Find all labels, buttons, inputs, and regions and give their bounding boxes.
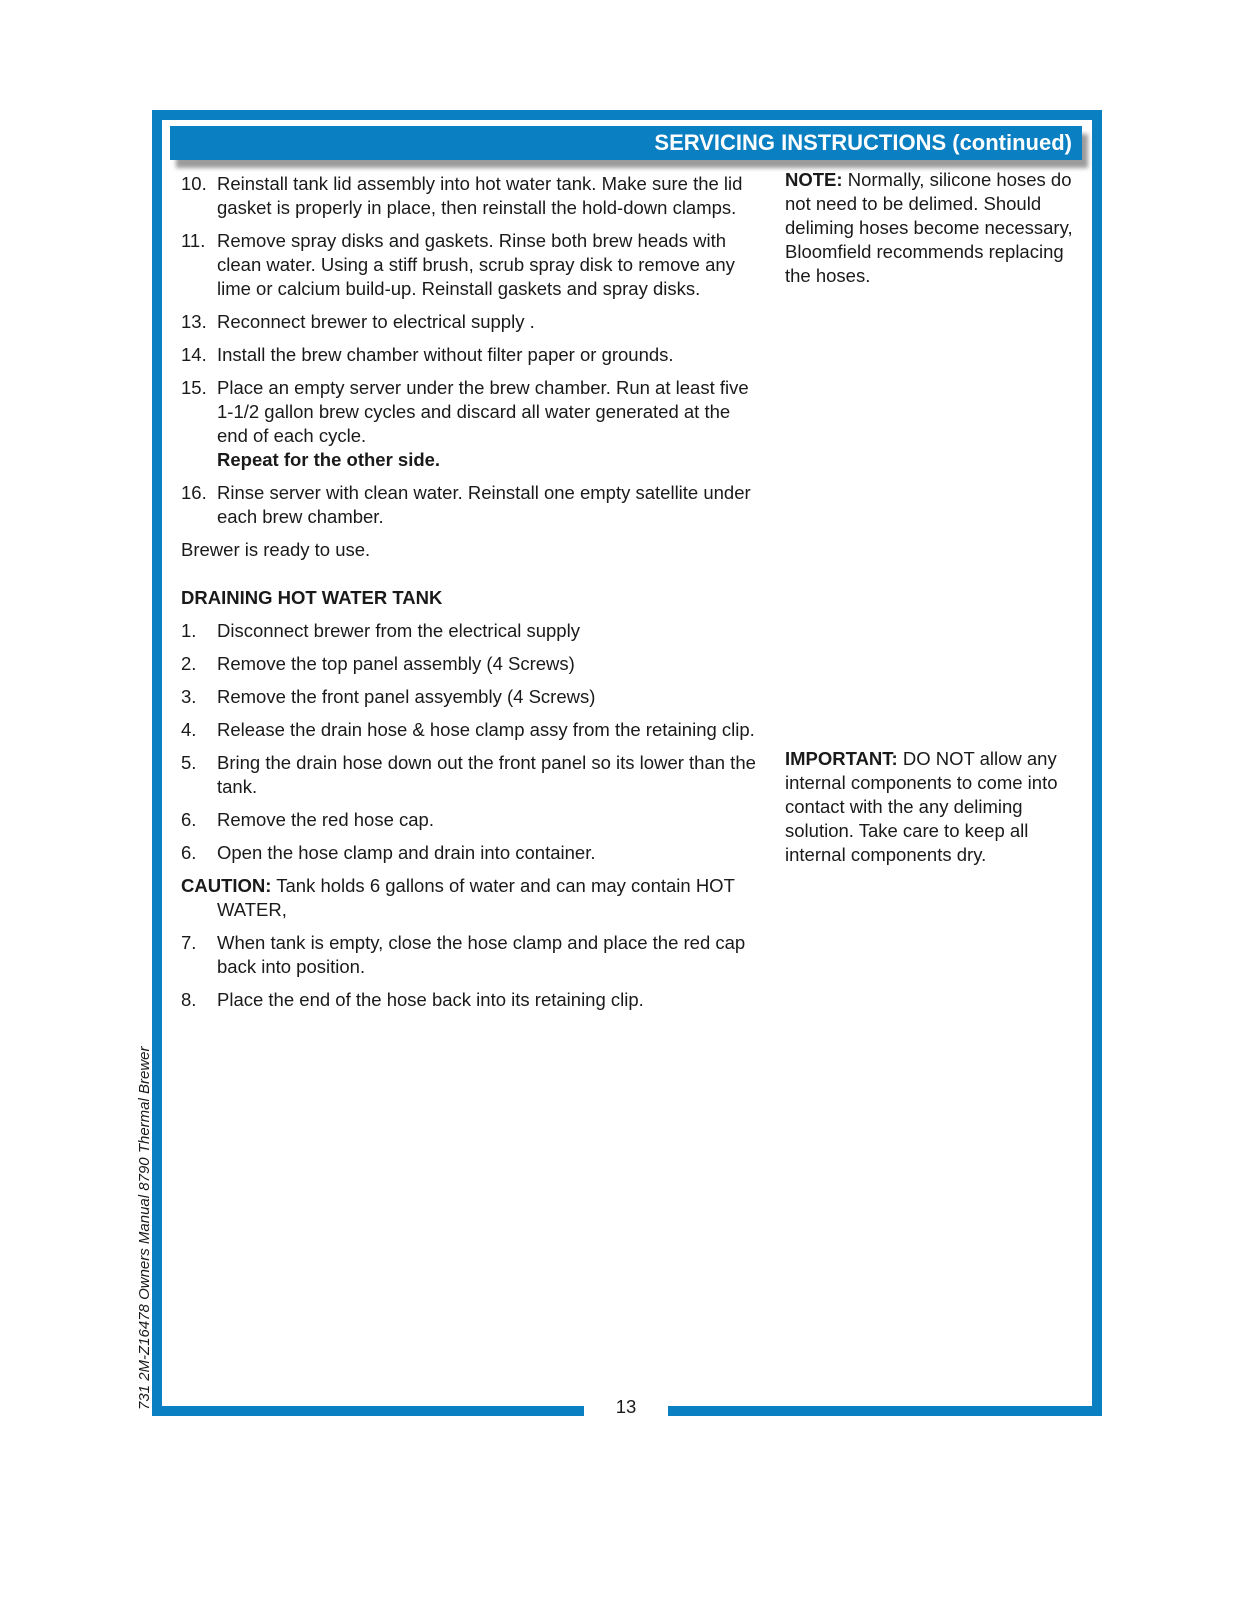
step-text: Remove the red hose cap. [217, 809, 434, 830]
important-box [785, 747, 1077, 867]
frame-left-border [152, 110, 162, 1416]
step-number: 6. [181, 842, 197, 863]
caution-note [181, 874, 756, 922]
step-text: Reconnect brewer to electrical supply . [217, 311, 535, 332]
step-number: 2. [181, 653, 197, 674]
frame-bottom-border-left [152, 1406, 584, 1416]
list-item [181, 376, 756, 472]
frame-right-border [1092, 110, 1102, 1416]
step-number: 8. [181, 989, 197, 1010]
step-text: Reinstall tank lid assembly into hot water tank. Make sure the lid gasket is properly in place, then reinstall the hold-down clamps. [217, 173, 743, 218]
step-number: 10. [181, 173, 207, 194]
page-number: 13 [615, 1396, 637, 1417]
list-item [181, 988, 756, 1012]
step-text: When tank is empty, close the hose clamp and place the red cap back into position. [217, 932, 746, 977]
list-item [181, 619, 756, 643]
main-column [181, 172, 756, 1021]
list-item [181, 481, 756, 529]
ready-text: Brewer is ready to use. [181, 539, 371, 560]
list-item [181, 718, 756, 742]
step-text: Bring the drain hose down out the front panel so its lower than the tank. [217, 752, 756, 797]
step-text: Remove the top panel assembly (4 Screws) [217, 653, 575, 674]
step-text: Place an empty server under the brew chamber. Run at least five 1-1/2 gallon brew cycles and discard all water generated at the end of each cycle. [217, 377, 749, 446]
step-number: 4. [181, 719, 197, 740]
step-text-block [217, 376, 756, 472]
caution-label: CAUTION: [181, 875, 272, 896]
step-text: Place the end of the hose back into its retaining clip. [217, 989, 644, 1010]
step-text: Open the hose clamp and drain into container. [217, 842, 596, 863]
frame-bottom-border-right [668, 1406, 1102, 1416]
list-item [181, 343, 756, 367]
section-header: SERVICING INSTRUCTIONS (continued) [170, 126, 1082, 160]
step-text: Rinse server with clean water. Reinstall one empty satellite under each brew chamber. [217, 482, 751, 527]
step-text: Release the drain hose & hose clamp assy from the retaining clip. [217, 719, 755, 740]
draining-heading: DRAINING HOT WATER TANK [181, 587, 443, 608]
step-number: 13. [181, 311, 207, 332]
note-box [785, 168, 1077, 288]
list-item [181, 841, 756, 865]
step-text: Remove the front panel assyembly (4 Screws) [217, 686, 596, 707]
document-id-label: 731 2M-Z16478 Owners Manual 8790 Thermal Brewer [136, 1046, 153, 1410]
list-item [181, 808, 756, 832]
step-number: 3. [181, 686, 197, 707]
step-number: 1. [181, 620, 197, 641]
important-label: IMPORTANT: [785, 748, 898, 769]
caution-text: Tank holds 6 gallons of water and can may contain HOT WATER, [217, 875, 735, 920]
list-item [181, 229, 756, 301]
list-item [181, 685, 756, 709]
step-number: 15. [181, 377, 207, 398]
list-item [181, 751, 756, 799]
step-number: 11. [181, 230, 206, 251]
step-text: Disconnect brewer from the electrical supply [217, 620, 580, 641]
list-item [181, 172, 756, 220]
list-item [181, 652, 756, 676]
step-emphasis: Repeat for the other side. [217, 449, 441, 470]
step-number: 7. [181, 932, 197, 953]
step-number: 16. [181, 482, 207, 503]
frame-top-border [152, 110, 1102, 120]
step-number: 6. [181, 809, 197, 830]
note-label: NOTE: [785, 169, 843, 190]
step-number: 14. [181, 344, 207, 365]
step-text: Remove spray disks and gaskets. Rinse both brew heads with clean water. Using a stiff brush, scrub spray disk to remove any lime or calcium build-up. Reinstall gaskets and spray disks. [217, 230, 735, 299]
list-item [181, 310, 756, 334]
step-text: Install the brew chamber without filter paper or grounds. [217, 344, 674, 365]
list-item [181, 931, 756, 979]
note-text: Normally, silicone hoses do not need to be delimed. Should deliming hoses become necessary, Bloomfield recommends replacing the hoses. [785, 169, 1073, 286]
important-text: DO NOT allow any internal components to come into contact with the any deliming solution. Take care to keep all internal components dry. [785, 748, 1058, 865]
step-number: 5. [181, 752, 197, 773]
